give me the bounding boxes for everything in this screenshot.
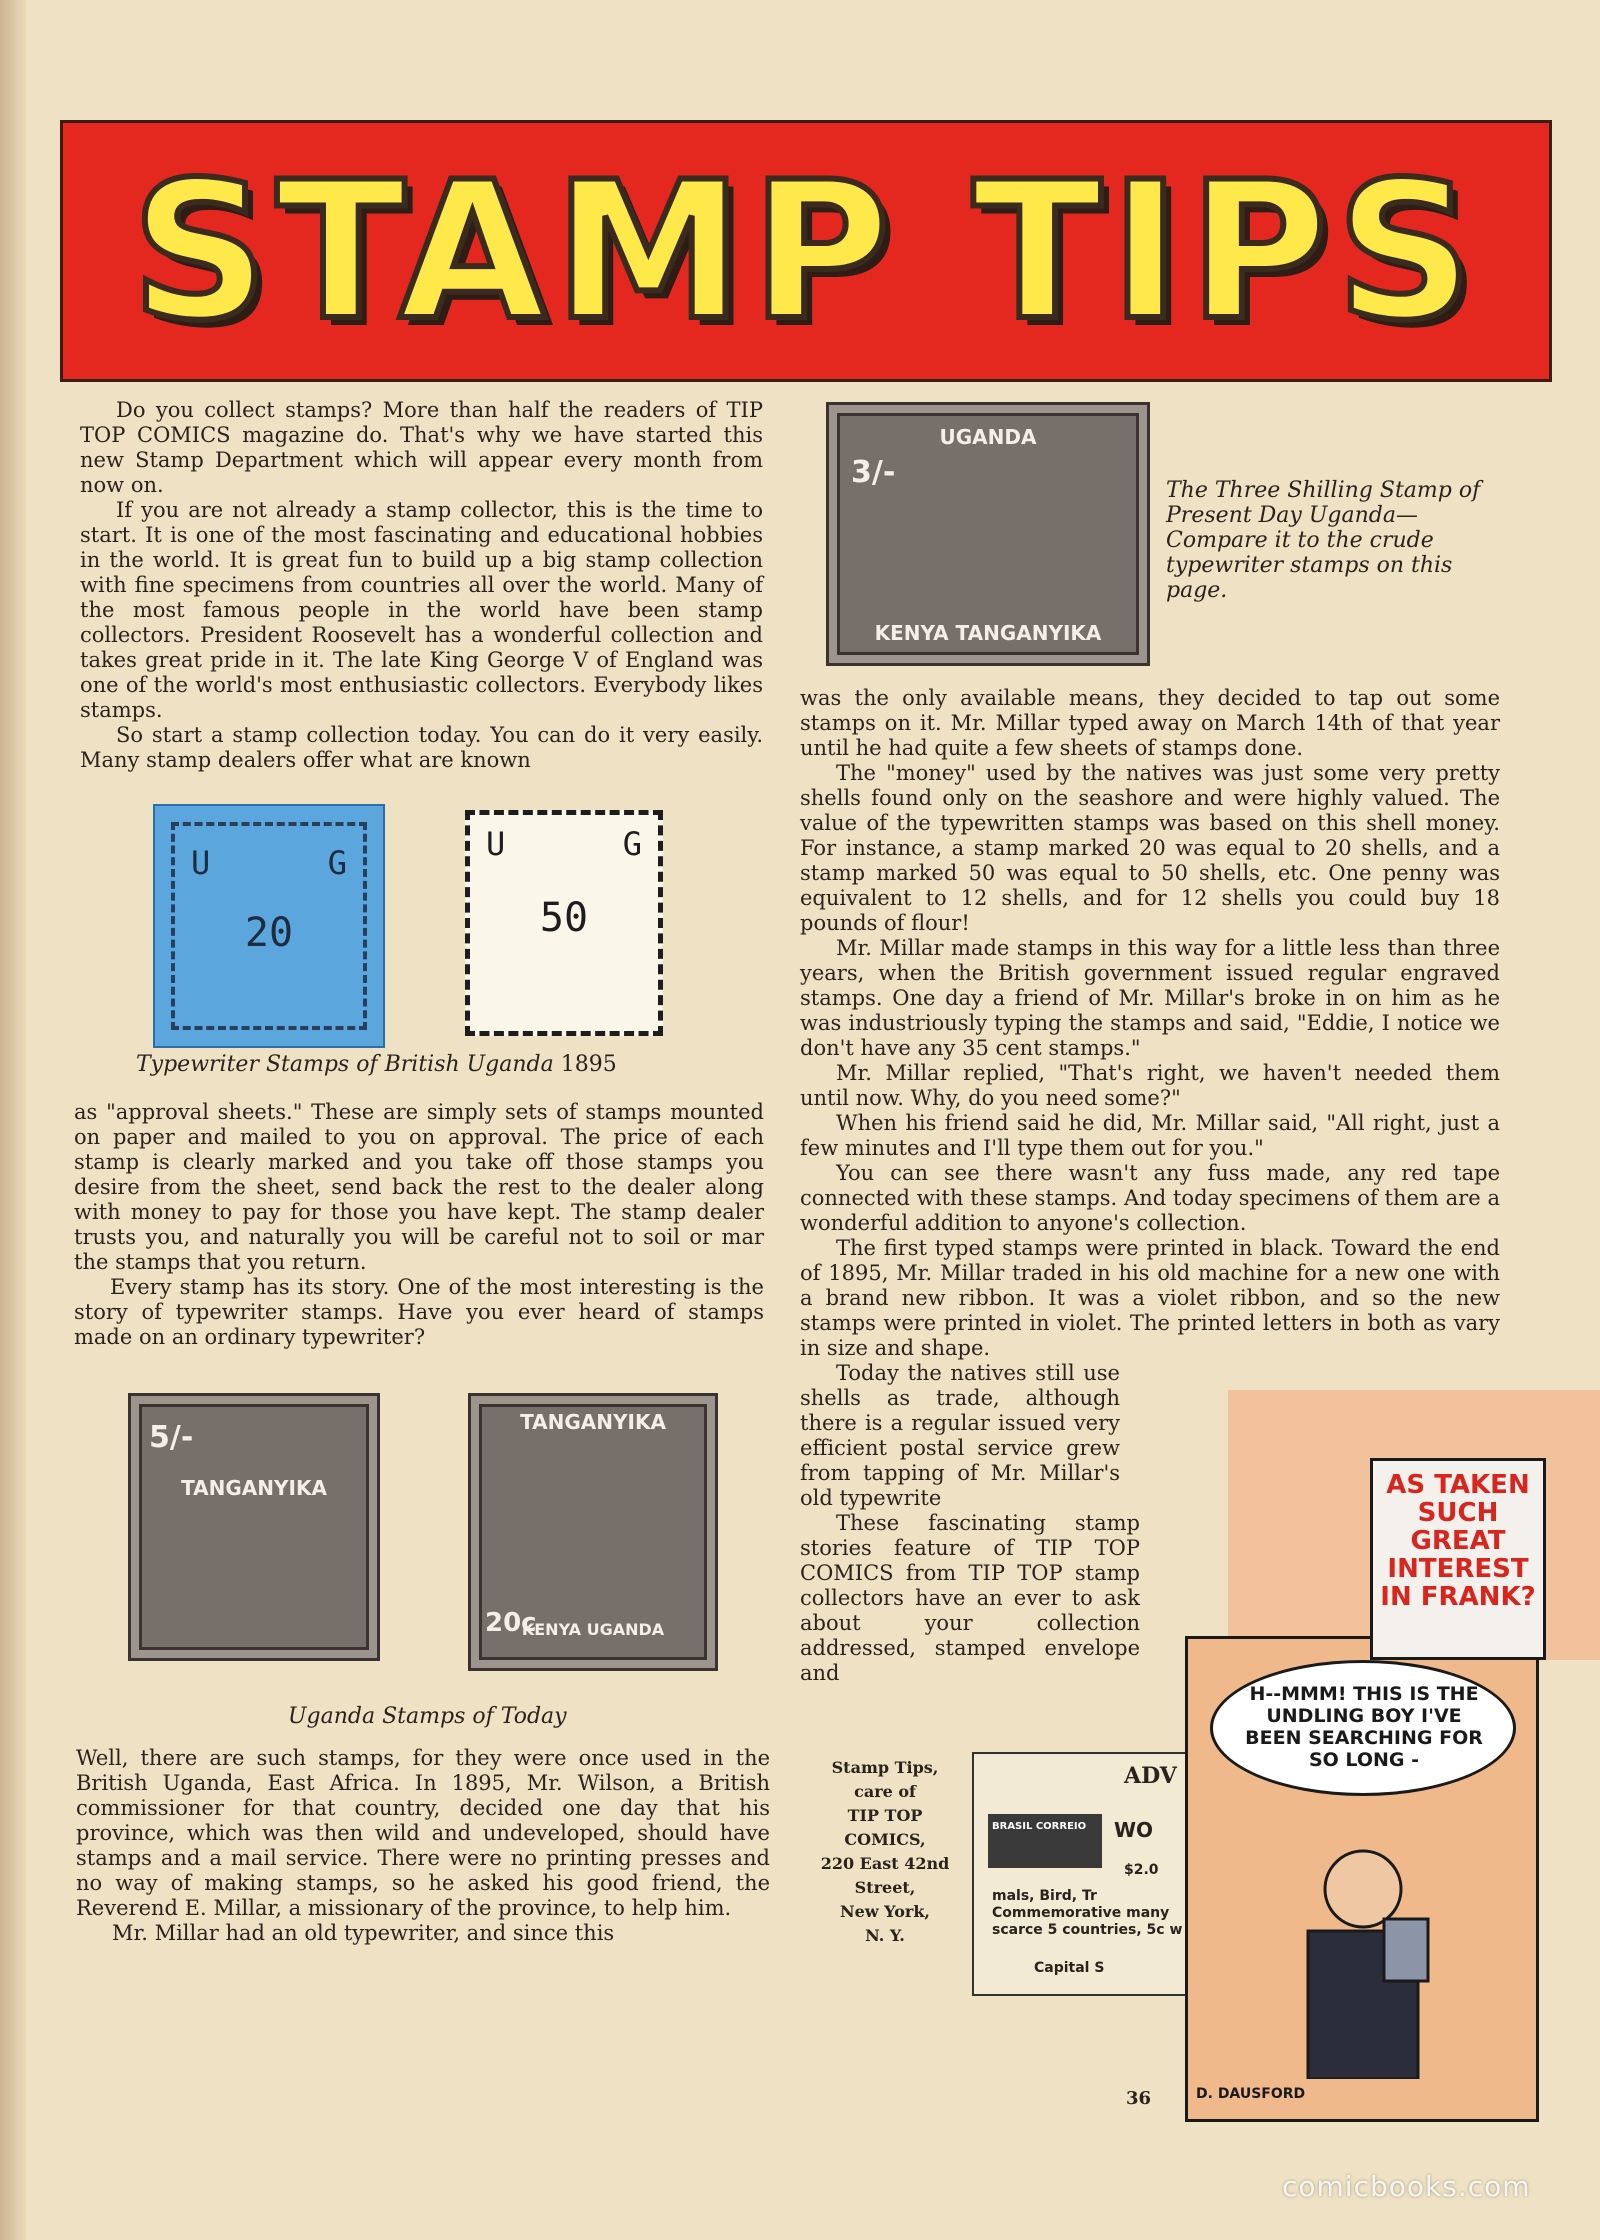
ad-price: $2.0 (1124, 1862, 1159, 1878)
stamp-letter: U (486, 825, 506, 863)
story-paragraph: Mr. Millar replied, "That's right, we haven't needed them until now. Why, do you need some?" (800, 1061, 1500, 1110)
stamp-label: TANGANYIKA (181, 1476, 327, 1500)
caption-year: 1895 (560, 1052, 617, 1077)
three-shilling-stamp (826, 402, 1150, 666)
stamp-value: 20 (244, 910, 294, 956)
approval-paragraph: Every stamp has its story. One of the most interesting is the story of typewriter stamps. Have you ever heard of stamps made on an ordinary typewriter? (74, 1275, 764, 1349)
advertisement-box (972, 1752, 1208, 1996)
artist-signature: D. DAUSFORD (1196, 2086, 1306, 2102)
story-paragraph: Well, there are such stamps, for they were once used in the British Uganda, East Africa. In 1895, Mr. Wilson, a British commissioner for that country, decided one day that his province, which was then wild and undeveloped, should have stamps and a mail service. There were no printing presses and no way of making stamps, so he asked his good friend, the Reverend E. Millar, a missionary of the province, to help him. (76, 1746, 770, 1920)
ad-stamp-text: BRASIL CORREIO (992, 1821, 1087, 1832)
stamp-label: TANGANYIKA (520, 1410, 666, 1434)
address-line: care of (854, 1782, 916, 1801)
story-left-text (76, 1746, 770, 1946)
approval-text (74, 1100, 764, 1350)
address-line: COMICS, (844, 1830, 926, 1849)
approval-paragraph: as "approval sheets." These are simply sets of stamps mounted on paper and mailed to you on approval. The price of each stamp is clearly marked and you take off those stamps you desire from the sheet, send back the rest to the dealer along with money to pay for those you have kept. The stamp dealer trusts you, and naturally you will be careful not to soil or mar the stamps that you return. (74, 1100, 764, 1274)
address-line: Street, (854, 1878, 916, 1897)
story-paragraph: Mr. Millar had an old typewriter, and since this (112, 1921, 615, 1945)
mailing-address (800, 1756, 970, 1948)
address-line: 220 East 42nd (820, 1854, 950, 1873)
uganda-stamp-20-cents (468, 1393, 718, 1671)
story-paragraph: The first typed stamps were printed in black. Toward the end of 1895, Mr. Millar traded in his old machine for a new one with a brand new ribbon. It was a violet ribbon, and so the new stamps were printed in violet. The printed letters in both as vary in size and shape. (800, 1236, 1500, 1360)
uganda-stamp-5-shilling (128, 1393, 380, 1661)
ad-header: ADV (1124, 1763, 1177, 1789)
story-paragraph: The "money" used by the natives was just some very pretty shells found only on the seashore and were highly valued. The value of the typewritten stamps was based on this shell money. For instance, a stamp marked 20 was equal to 20 shells, and a stamp marked 50 was equal to 50 shells, etc. One penny was equivalent to 12 shells, and for 12 shells you could buy 18 pounds of flour! (800, 761, 1500, 935)
speech-bubble (1210, 1660, 1516, 1796)
shilling-caption: The Three Shilling Stamp of Present Day Uganda— Compare it to the crude typewriter stamps on this page. (1166, 478, 1481, 603)
story-paragraph: was the only available means, they decided to tap out some stamps on it. Mr. Millar typed away on March 14th of that year until he had quite a few sheets of stamps done. (800, 686, 1500, 760)
uganda-caption: Uganda Stamps of Today (288, 1704, 567, 1729)
typewriter-stamp-20 (153, 804, 385, 1048)
stamp-label: KENYA TANGANYIKA (874, 621, 1102, 645)
stamp-value: 5/- (149, 1420, 194, 1455)
ad-body: mals, Bird, Tr Commemorative many scarce 5 countries, 5c w (992, 1888, 1183, 1938)
story-paragraph: Mr. Millar made stamps in this way for a little less than three years, when the British government issued regular engraved stamps. One day a friend of Mr. Millar's broke in on him as he was industriously typing the stamps and said, "Eddie, I notice we don't have any 35 cent stamps." (800, 936, 1500, 1060)
stamp-label: UGANDA (939, 425, 1037, 449)
page-number: 36 (1126, 2088, 1152, 2109)
stamp-letter: G (622, 825, 642, 863)
address-line: Stamp Tips, (831, 1758, 939, 1777)
stamp-letter: U (191, 844, 211, 882)
story-paragraph: You can see there wasn't any fuss made, any red tape connected with these stamps. And today specimens of them are a wonderful addition to anyone's collection. (800, 1161, 1500, 1235)
intro-paragraph: Do you collect stamps? More than half the readers of TIP TOP COMICS magazine do. That's why we have started this new Stamp Department which will appear every month from now on. (80, 398, 763, 497)
story-paragraph: These fascinating stamp stories feature of TIP TOP COMICS from TIP TOP stamp collectors have an ever to ask about your collection addressed, stamped envelope and (800, 1511, 1140, 1685)
typewriter-caption (136, 1052, 736, 1077)
address-line: TIP TOP (847, 1806, 923, 1825)
intro-text (80, 398, 763, 773)
intro-paragraph: So start a stamp collection today. You can do it very easily. Many stamp dealers offer what are known (80, 723, 763, 772)
bubble-text: H--MMM! THIS IS THE UNDLING BOY I'VE BEEN SEARCHING FOR SO LONG - (1245, 1683, 1483, 1771)
story-paragraph: When his friend said he did, Mr. Millar said, "All right, just a few minutes and I'll type them out for you." (800, 1111, 1500, 1160)
stamp-letter: G (327, 844, 347, 882)
page-title: STAMP TIPS (131, 140, 1481, 362)
address-line: N. Y. (865, 1926, 905, 1945)
ad-footer: Capital S (1034, 1960, 1105, 1976)
typewriter-stamp-50 (465, 810, 663, 1036)
caption-text: Typewriter Stamps of British Uganda (136, 1052, 554, 1077)
ad-stamp-image (988, 1814, 1102, 1868)
title-banner (60, 120, 1552, 382)
sign-text: AS TAKEN SUCH GREAT INTEREST IN FRANK? (1380, 1470, 1536, 1612)
stamp-value: 20c (485, 1608, 537, 1638)
ad-line: WO (1114, 1818, 1154, 1842)
story-paragraph: Today the natives still use shells as trade, although there is a regular issued very efficient postal service grew from tapping of Mr. Millar's old typewrite (800, 1361, 1120, 1510)
stamp-value: 50 (539, 895, 589, 941)
man-illustration (1288, 1839, 1438, 2079)
stamp-value: 3/- (851, 455, 896, 490)
stamp-label: KENYA UGANDA (521, 1620, 665, 1639)
comic-sign (1370, 1458, 1546, 1660)
address-line: New York, (840, 1902, 930, 1921)
watermark: comicbooks.com (1282, 2170, 1531, 2203)
page-spine (0, 0, 26, 2240)
intro-paragraph: If you are not already a stamp collector, this is the time to start. It is one of the most fascinating and educational hobbies in the world. It is great fun to build up a big stamp collection with fine specimens from countries all over the world. Many of the most famous people in the world have been stamp collectors. President Roosevelt has a wonderful collection and takes great pride in it. The late King George V of England was one of the world's most enthusiastic collectors. Everybody likes stamps. (80, 498, 763, 722)
